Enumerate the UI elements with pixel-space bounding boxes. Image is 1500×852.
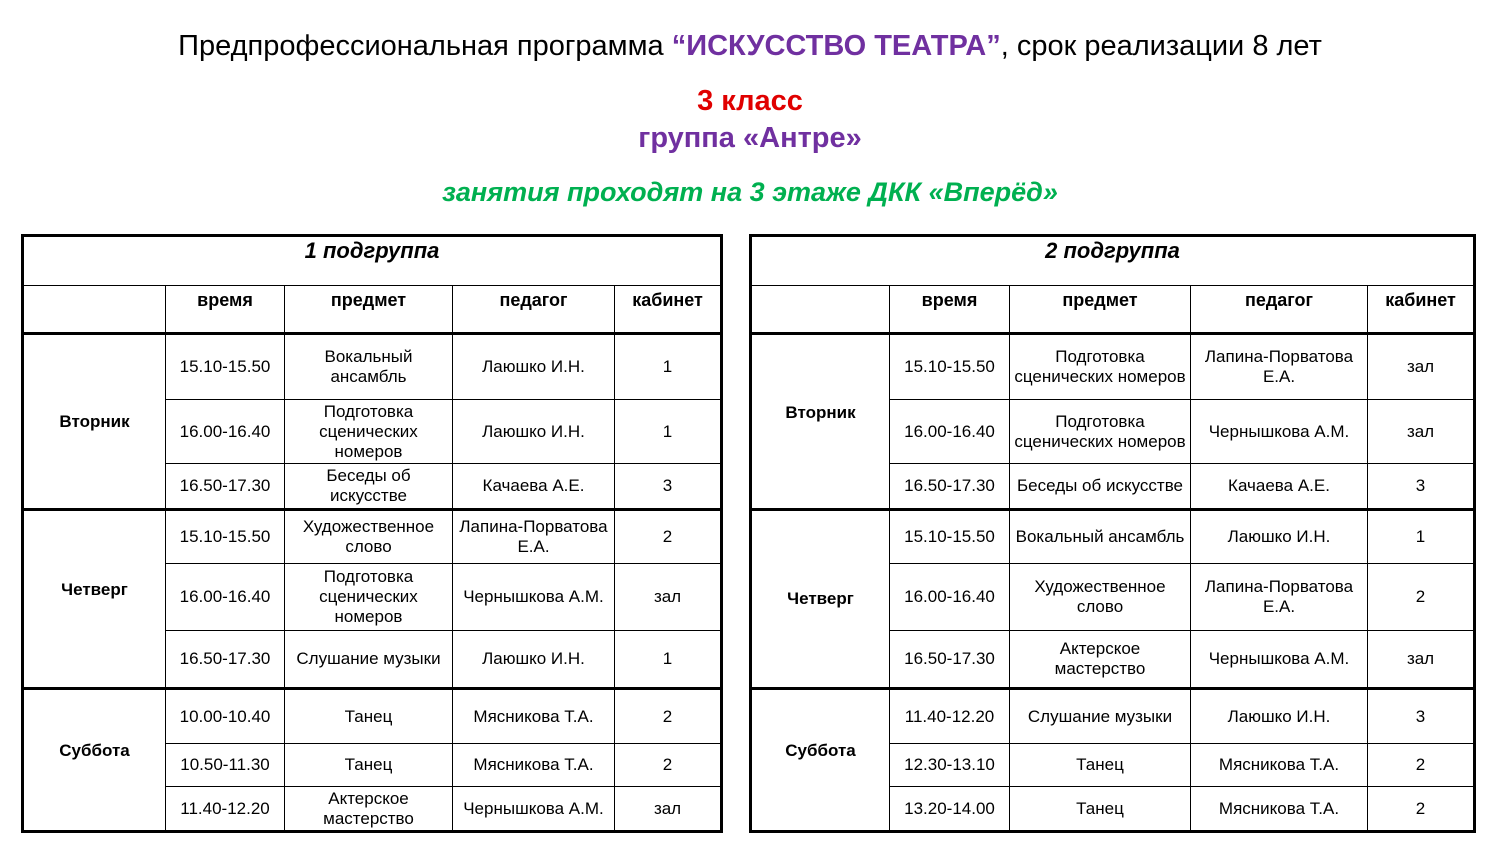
- lesson-teacher: Мясникова Т.А.: [453, 689, 615, 744]
- lesson-subject: Подготовка сценических номеров: [285, 564, 453, 631]
- day-column-header: [23, 286, 166, 334]
- lesson-time: 16.50-17.30: [890, 631, 1010, 689]
- lesson-teacher: Чернышкова А.М.: [453, 564, 615, 631]
- lesson-time: 10.00-10.40: [166, 689, 285, 744]
- lesson-time: 16.00-16.40: [166, 400, 285, 464]
- room-column-header: кабинет: [615, 286, 722, 334]
- lesson-room: 1: [615, 334, 722, 400]
- lesson-room: 2: [1368, 744, 1475, 787]
- lesson-time: 16.00-16.40: [890, 564, 1010, 631]
- table-row: [751, 334, 1475, 400]
- day-name: Четверг: [751, 510, 890, 689]
- lesson-room: 1: [1368, 510, 1475, 564]
- lesson-time: 13.20-14.00: [890, 787, 1010, 832]
- day-name: Вторник: [751, 334, 890, 510]
- lesson-room: зал: [1368, 631, 1475, 689]
- lesson-subject: Художественное слово: [285, 510, 453, 564]
- schedule-table-subgroup-2: [749, 234, 1476, 833]
- lesson-subject: Беседы об искусстве: [1010, 464, 1191, 510]
- lesson-subject: Подготовка сценических номеров: [1010, 400, 1191, 464]
- program-name: “ИСКУССТВО ТЕАТРА”: [671, 30, 1001, 62]
- lesson-subject: Актерское мастерство: [285, 787, 453, 832]
- table-row: [23, 510, 722, 564]
- schedule-table-subgroup-1: [21, 234, 723, 833]
- lesson-room: зал: [615, 787, 722, 832]
- lesson-teacher: Лапина-Порватова Е.А.: [1191, 334, 1368, 400]
- lesson-time: 15.10-15.50: [166, 510, 285, 564]
- table-row: [751, 510, 1475, 564]
- lesson-time: 15.10-15.50: [890, 334, 1010, 400]
- lesson-subject: Слушание музыки: [285, 631, 453, 689]
- group-label: группа «Антре»: [638, 122, 862, 154]
- lesson-teacher: Лапина-Порватова Е.А.: [453, 510, 615, 564]
- lesson-time: 16.50-17.30: [166, 631, 285, 689]
- lesson-room: 2: [1368, 787, 1475, 832]
- lesson-time: 16.00-16.40: [166, 564, 285, 631]
- grade-label: 3 класс: [697, 85, 803, 117]
- subgroup-title: 1 подгруппа: [23, 236, 722, 286]
- lesson-subject: Танец: [1010, 744, 1191, 787]
- lesson-room: зал: [1368, 400, 1475, 464]
- lesson-room: зал: [615, 564, 722, 631]
- teacher-column-header: педагог: [1191, 286, 1368, 334]
- lesson-teacher: Чернышкова А.М.: [1191, 631, 1368, 689]
- teacher-column-header: педагог: [453, 286, 615, 334]
- room-column-header: кабинет: [1368, 286, 1475, 334]
- lesson-teacher: Лаюшко И.Н.: [453, 334, 615, 400]
- lesson-time: 11.40-12.20: [166, 787, 285, 832]
- day-name: Четверг: [23, 510, 166, 689]
- lesson-teacher: Лапина-Порватова Е.А.: [1191, 564, 1368, 631]
- lesson-time: 10.50-11.30: [166, 744, 285, 787]
- lesson-teacher: Качаева А.Е.: [453, 464, 615, 510]
- lesson-subject: Танец: [285, 744, 453, 787]
- lesson-room: 2: [615, 510, 722, 564]
- location-note: занятия проходят на 3 этаже ДКК «Вперёд»: [442, 177, 1058, 207]
- table-row: [23, 334, 722, 400]
- day-name: Суббота: [751, 689, 890, 832]
- day-name: Вторник: [23, 334, 166, 510]
- title-prefix: Предпрофессиональная программа: [178, 30, 672, 62]
- day-column-header: [751, 286, 890, 334]
- lesson-teacher: Качаева А.Е.: [1191, 464, 1368, 510]
- subject-column-header: предмет: [1010, 286, 1191, 334]
- table-row: [751, 689, 1475, 744]
- lesson-time: 16.00-16.40: [890, 400, 1010, 464]
- lesson-subject: Подготовка сценических номеров: [1010, 334, 1191, 400]
- time-column-header: время: [890, 286, 1010, 334]
- lesson-room: 3: [1368, 689, 1475, 744]
- table-row: [23, 689, 722, 744]
- lesson-teacher: Мясникова Т.А.: [1191, 744, 1368, 787]
- lesson-teacher: Чернышкова А.М.: [453, 787, 615, 832]
- lesson-time: 16.50-17.30: [166, 464, 285, 510]
- lesson-subject: Беседы об искусстве: [285, 464, 453, 510]
- lesson-subject: Танец: [1010, 787, 1191, 832]
- lesson-time: 11.40-12.20: [890, 689, 1010, 744]
- lesson-room: зал: [1368, 334, 1475, 400]
- lesson-time: 15.10-15.50: [890, 510, 1010, 564]
- lesson-teacher: Мясникова Т.А.: [453, 744, 615, 787]
- day-name: Суббота: [23, 689, 166, 832]
- lesson-teacher: Лаюшко И.Н.: [1191, 689, 1368, 744]
- lesson-room: 2: [615, 744, 722, 787]
- lesson-time: 15.10-15.50: [166, 334, 285, 400]
- subject-column-header: предмет: [285, 286, 453, 334]
- lesson-teacher: Мясникова Т.А.: [1191, 787, 1368, 832]
- lesson-subject: Танец: [285, 689, 453, 744]
- lesson-subject: Актерское мастерство: [1010, 631, 1191, 689]
- lesson-subject: Вокальный ансамбль: [1010, 510, 1191, 564]
- lesson-room: 3: [1368, 464, 1475, 510]
- subgroup-title: 2 подгруппа: [751, 236, 1475, 286]
- lesson-subject: Подготовка сценических номеров: [285, 400, 453, 464]
- lesson-room: 2: [615, 689, 722, 744]
- lesson-room: 1: [615, 400, 722, 464]
- lesson-teacher: Лаюшко И.Н.: [453, 400, 615, 464]
- lesson-room: 3: [615, 464, 722, 510]
- lesson-subject: Слушание музыки: [1010, 689, 1191, 744]
- lesson-room: 1: [615, 631, 722, 689]
- lesson-teacher: Чернышкова А.М.: [1191, 400, 1368, 464]
- lesson-teacher: Лаюшко И.Н.: [1191, 510, 1368, 564]
- lesson-room: 2: [1368, 564, 1475, 631]
- title-suffix: , срок реализации 8 лет: [1000, 30, 1322, 62]
- lesson-time: 16.50-17.30: [890, 464, 1010, 510]
- lesson-time: 12.30-13.10: [890, 744, 1010, 787]
- lesson-subject: Художественное слово: [1010, 564, 1191, 631]
- lesson-teacher: Лаюшко И.Н.: [453, 631, 615, 689]
- time-column-header: время: [166, 286, 285, 334]
- page-title: [0, 30, 1500, 63]
- lesson-subject: Вокальный ансамбль: [285, 334, 453, 400]
